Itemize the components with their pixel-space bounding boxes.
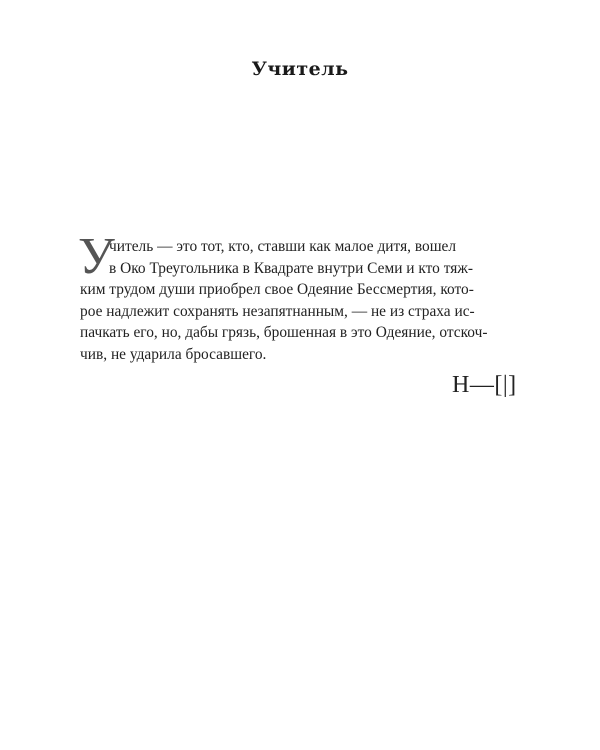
- drop-cap: У: [78, 228, 115, 285]
- signature: Н—[|]: [452, 372, 517, 398]
- paragraph-line-4: рое надлежит сохранять незапятнанным, — не из страха ис-: [80, 302, 475, 320]
- page-title: Учитель: [251, 58, 349, 80]
- paragraph-line-2: в Око Треугольника в Квадрате внутри Семи и кто тяж-: [109, 259, 474, 277]
- paragraph-line-1: читель — это тот, кто, ставши как малое дитя, вошел: [109, 238, 457, 255]
- paragraph-line-5: пачкать его, но, дабы грязь, брошенная в это Одеяние, отскоч-: [80, 324, 488, 341]
- body-paragraph: [78, 228, 535, 365]
- paragraph-line-6: чив, не ударила бросавшего.: [80, 345, 267, 363]
- paragraph-line-3: ким трудом души приобрел свое Одеяние Бессмертия, кото-: [80, 281, 474, 298]
